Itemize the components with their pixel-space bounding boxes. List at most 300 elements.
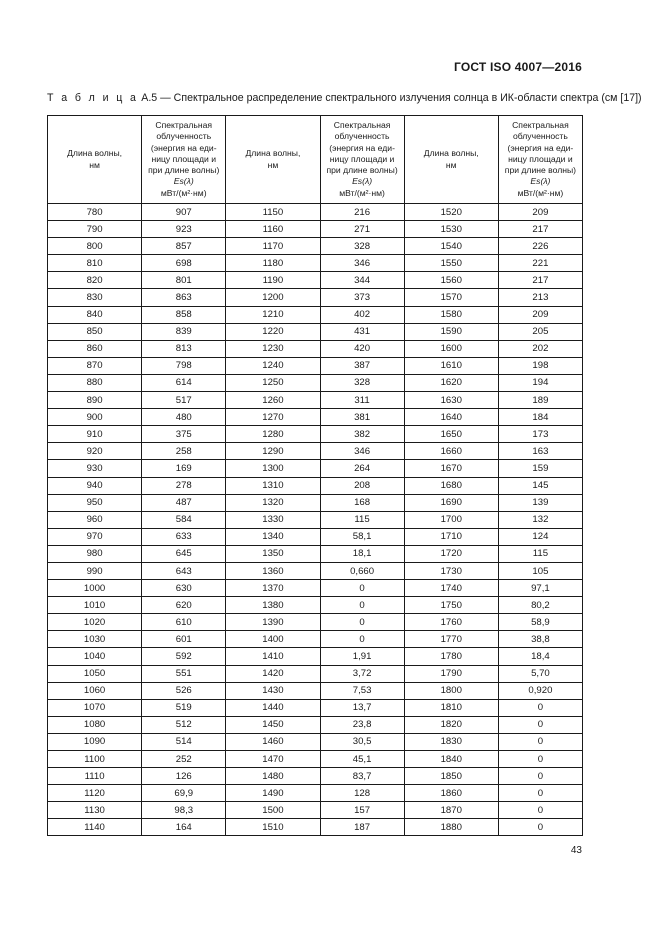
irradiance-cell: 643: [142, 562, 226, 579]
table-row: [48, 204, 583, 221]
irradiance-header-text: при длине волны): [148, 165, 220, 176]
irradiance-cell: 328: [320, 374, 404, 391]
wavelength-cell: 1370: [226, 580, 320, 597]
table-row: [48, 255, 583, 272]
wavelength-cell: 1790: [404, 665, 498, 682]
table-caption: [47, 92, 642, 104]
irradiance-header-text: облученность: [156, 131, 212, 142]
irradiance-cell: 194: [498, 374, 582, 391]
wavelength-cell: 1420: [226, 665, 320, 682]
irradiance-cell: 169: [142, 460, 226, 477]
wavelength-cell: 990: [48, 562, 142, 579]
wavelength-cell: 860: [48, 340, 142, 357]
wavelength-cell: 1630: [404, 392, 498, 409]
wavelength-cell: 1490: [226, 785, 320, 802]
table-row: [48, 545, 583, 562]
wavelength-cell: 1660: [404, 443, 498, 460]
irradiance-cell: 38,8: [498, 631, 582, 648]
wavelength-cell: 1180: [226, 255, 320, 272]
wavelength-cell: 850: [48, 323, 142, 340]
irradiance-cell: 346: [320, 255, 404, 272]
wavelength-cell: 1460: [226, 733, 320, 750]
wavelength-cell: 980: [48, 545, 142, 562]
irradiance-cell: 217: [498, 221, 582, 238]
wavelength-cell: 1160: [226, 221, 320, 238]
irradiance-cell: 512: [142, 716, 226, 733]
table-row: [48, 477, 583, 494]
irradiance-cell: 30,5: [320, 733, 404, 750]
irradiance-cell: 221: [498, 255, 582, 272]
irradiance-cell: 0,660: [320, 562, 404, 579]
irradiance-header-text: Спектральная: [333, 120, 391, 131]
irradiance-cell: 519: [142, 699, 226, 716]
wavelength-cell: 1510: [226, 819, 320, 836]
irradiance-cell: 80,2: [498, 597, 582, 614]
irradiance-unit: мВт/(м²·нм): [339, 187, 385, 198]
irradiance-cell: 13,7: [320, 699, 404, 716]
irradiance-cell: 1,91: [320, 648, 404, 665]
irradiance-header-text: Спектральная: [155, 120, 213, 131]
wavelength-cell: 1240: [226, 357, 320, 374]
irradiance-cell: 132: [498, 511, 582, 528]
wavelength-cell: 1110: [48, 768, 142, 785]
wavelength-cell: 1670: [404, 460, 498, 477]
wavelength-cell: 1650: [404, 426, 498, 443]
irradiance-cell: 328: [320, 238, 404, 255]
wavelength-cell: 1430: [226, 682, 320, 699]
wavelength-cell: 1520: [404, 204, 498, 221]
irradiance-cell: 189: [498, 392, 582, 409]
irradiance-cell: 271: [320, 221, 404, 238]
table-row: [48, 494, 583, 511]
irradiance-cell: 216: [320, 204, 404, 221]
wavelength-cell: 1850: [404, 768, 498, 785]
wavelength-cell: 1830: [404, 733, 498, 750]
column-header-irradiance: [142, 116, 226, 204]
table-body: [48, 204, 583, 836]
wavelength-cell: 1120: [48, 785, 142, 802]
wavelength-cell: 1280: [226, 426, 320, 443]
wavelength-cell: 1340: [226, 528, 320, 545]
wavelength-cell: 1640: [404, 409, 498, 426]
wavelength-cell: 1480: [226, 768, 320, 785]
wavelength-cell: 1050: [48, 665, 142, 682]
irradiance-cell: 258: [142, 443, 226, 460]
wavelength-cell: 1310: [226, 477, 320, 494]
wavelength-header-text: нм: [267, 159, 279, 170]
irradiance-header-text: ницу площади и: [151, 153, 217, 164]
wavelength-cell: 790: [48, 221, 142, 238]
irradiance-cell: 217: [498, 272, 582, 289]
wavelength-cell: 1600: [404, 340, 498, 357]
table-row: [48, 733, 583, 750]
irradiance-cell: 3,72: [320, 665, 404, 682]
irradiance-cell: 551: [142, 665, 226, 682]
wavelength-cell: 1450: [226, 716, 320, 733]
column-header-irradiance: [498, 116, 582, 204]
irradiance-cell: 145: [498, 477, 582, 494]
irradiance-header-text: Спектральная: [512, 120, 569, 131]
table-row: [48, 426, 583, 443]
wavelength-cell: 1810: [404, 699, 498, 716]
wavelength-cell: 1060: [48, 682, 142, 699]
wavelength-cell: 820: [48, 272, 142, 289]
table-row: [48, 238, 583, 255]
table-row: [48, 340, 583, 357]
irradiance-cell: 252: [142, 751, 226, 768]
wavelength-header-text: Длина волны,: [245, 148, 301, 159]
wavelength-cell: 970: [48, 528, 142, 545]
wavelength-cell: 1410: [226, 648, 320, 665]
irradiance-cell: 278: [142, 477, 226, 494]
wavelength-cell: 1230: [226, 340, 320, 357]
irradiance-cell: 208: [320, 477, 404, 494]
irradiance-cell: 517: [142, 392, 226, 409]
table-row: [48, 665, 583, 682]
irradiance-cell: 97,1: [498, 580, 582, 597]
wavelength-cell: 1210: [226, 306, 320, 323]
irradiance-cell: 387: [320, 357, 404, 374]
irradiance-cell: 839: [142, 323, 226, 340]
irradiance-unit: мВт/(м²·нм): [160, 187, 207, 198]
irradiance-cell: 0: [320, 614, 404, 631]
table-caption-text: А.5 — Спектральное распределение спектрального излучения солнца в ИК-области спектра (см [17]): [138, 92, 642, 104]
irradiance-cell: 5,70: [498, 665, 582, 682]
irradiance-cell: 7,53: [320, 682, 404, 699]
irradiance-header-text: при длине волны): [326, 165, 398, 176]
wavelength-cell: 870: [48, 357, 142, 374]
table-row: [48, 289, 583, 306]
wavelength-cell: 1840: [404, 751, 498, 768]
wavelength-cell: 1570: [404, 289, 498, 306]
wavelength-cell: 1260: [226, 392, 320, 409]
wavelength-cell: 1190: [226, 272, 320, 289]
table-row: [48, 716, 583, 733]
wavelength-cell: 1780: [404, 648, 498, 665]
wavelength-cell: 1030: [48, 631, 142, 648]
irradiance-cell: 382: [320, 426, 404, 443]
wavelength-cell: 940: [48, 477, 142, 494]
irradiance-cell: 209: [498, 306, 582, 323]
irradiance-header-text: ницу площади и: [329, 153, 395, 164]
wavelength-header-text: Длина волны,: [67, 148, 123, 159]
wavelength-cell: 800: [48, 238, 142, 255]
wavelength-cell: 840: [48, 306, 142, 323]
spectral-irradiance-table: [47, 115, 583, 836]
wavelength-cell: 1150: [226, 204, 320, 221]
table-row: [48, 597, 583, 614]
wavelength-cell: 1130: [48, 802, 142, 819]
irradiance-cell: 168: [320, 494, 404, 511]
irradiance-cell: 139: [498, 494, 582, 511]
wavelength-header-text: нм: [445, 159, 457, 170]
irradiance-cell: 198: [498, 357, 582, 374]
irradiance-cell: 187: [320, 819, 404, 836]
irradiance-cell: 0: [320, 597, 404, 614]
irradiance-header-text: ницу площади и: [508, 153, 573, 164]
irradiance-cell: 105: [498, 562, 582, 579]
wavelength-cell: 1200: [226, 289, 320, 306]
wavelength-cell: 1090: [48, 733, 142, 750]
wavelength-cell: 930: [48, 460, 142, 477]
irradiance-cell: 69,9: [142, 785, 226, 802]
irradiance-cell: 346: [320, 443, 404, 460]
wavelength-header-text: нм: [89, 159, 100, 170]
wavelength-cell: 1470: [226, 751, 320, 768]
table-row: [48, 392, 583, 409]
irradiance-cell: 0: [498, 699, 582, 716]
wavelength-header-text: Длина волны,: [423, 148, 479, 159]
irradiance-cell: 402: [320, 306, 404, 323]
wavelength-cell: 1870: [404, 802, 498, 819]
irradiance-header-text: (энергия на еди-: [329, 142, 395, 153]
wavelength-cell: 1710: [404, 528, 498, 545]
column-header-wavelength: [404, 116, 498, 204]
wavelength-cell: 1550: [404, 255, 498, 272]
irradiance-cell: 0: [320, 580, 404, 597]
wavelength-cell: 1820: [404, 716, 498, 733]
wavelength-cell: 1080: [48, 716, 142, 733]
wavelength-cell: 1300: [226, 460, 320, 477]
irradiance-symbol: Es(λ): [530, 176, 551, 187]
wavelength-cell: 950: [48, 494, 142, 511]
irradiance-cell: 164: [142, 819, 226, 836]
table-row: [48, 699, 583, 716]
table-row: [48, 528, 583, 545]
wavelength-cell: 1220: [226, 323, 320, 340]
irradiance-cell: 58,9: [498, 614, 582, 631]
wavelength-cell: 1320: [226, 494, 320, 511]
irradiance-cell: 514: [142, 733, 226, 750]
irradiance-cell: 592: [142, 648, 226, 665]
irradiance-header-text: при длине волны): [504, 165, 577, 176]
column-header-irradiance: [320, 116, 404, 204]
wavelength-cell: 1390: [226, 614, 320, 631]
irradiance-cell: 0,920: [498, 682, 582, 699]
irradiance-cell: 801: [142, 272, 226, 289]
irradiance-cell: 907: [142, 204, 226, 221]
irradiance-cell: 0: [498, 733, 582, 750]
wavelength-cell: 1270: [226, 409, 320, 426]
irradiance-cell: 18,1: [320, 545, 404, 562]
column-header-wavelength: [226, 116, 320, 204]
wavelength-cell: 1580: [404, 306, 498, 323]
irradiance-cell: 264: [320, 460, 404, 477]
irradiance-cell: 98,3: [142, 802, 226, 819]
wavelength-cell: 810: [48, 255, 142, 272]
wavelength-cell: 1330: [226, 511, 320, 528]
table-row: [48, 614, 583, 631]
table-row: [48, 357, 583, 374]
irradiance-cell: 0: [498, 802, 582, 819]
irradiance-cell: 601: [142, 631, 226, 648]
irradiance-header-text: облученность: [512, 131, 568, 142]
irradiance-cell: 115: [498, 545, 582, 562]
irradiance-cell: 124: [498, 528, 582, 545]
wavelength-cell: 1100: [48, 751, 142, 768]
irradiance-cell: 373: [320, 289, 404, 306]
table-row: [48, 631, 583, 648]
irradiance-header-text: (энергия на еди-: [507, 142, 574, 153]
irradiance-cell: 311: [320, 392, 404, 409]
wavelength-cell: 1070: [48, 699, 142, 716]
wavelength-cell: 1010: [48, 597, 142, 614]
wavelength-cell: 1800: [404, 682, 498, 699]
table-row: [48, 374, 583, 391]
wavelength-cell: 1020: [48, 614, 142, 631]
wavelength-cell: 960: [48, 511, 142, 528]
table-row: [48, 272, 583, 289]
irradiance-cell: 344: [320, 272, 404, 289]
wavelength-cell: 1770: [404, 631, 498, 648]
irradiance-cell: 698: [142, 255, 226, 272]
irradiance-cell: 375: [142, 426, 226, 443]
irradiance-cell: 584: [142, 511, 226, 528]
table-row: [48, 306, 583, 323]
irradiance-cell: 526: [142, 682, 226, 699]
wavelength-cell: 890: [48, 392, 142, 409]
wavelength-cell: 1290: [226, 443, 320, 460]
table-row: [48, 221, 583, 238]
irradiance-cell: 858: [142, 306, 226, 323]
wavelength-cell: 1720: [404, 545, 498, 562]
irradiance-cell: 184: [498, 409, 582, 426]
irradiance-cell: 157: [320, 802, 404, 819]
irradiance-cell: 115: [320, 511, 404, 528]
column-header-wavelength: [48, 116, 142, 204]
irradiance-cell: 863: [142, 289, 226, 306]
irradiance-cell: 213: [498, 289, 582, 306]
wavelength-cell: 1170: [226, 238, 320, 255]
irradiance-cell: 420: [320, 340, 404, 357]
table-row: [48, 580, 583, 597]
wavelength-cell: 1000: [48, 580, 142, 597]
wavelength-cell: 1360: [226, 562, 320, 579]
irradiance-cell: 202: [498, 340, 582, 357]
irradiance-cell: 83,7: [320, 768, 404, 785]
irradiance-cell: 23,8: [320, 716, 404, 733]
irradiance-cell: 163: [498, 443, 582, 460]
irradiance-cell: 923: [142, 221, 226, 238]
irradiance-cell: 857: [142, 238, 226, 255]
irradiance-cell: 173: [498, 426, 582, 443]
wavelength-cell: 1610: [404, 357, 498, 374]
wavelength-cell: 1730: [404, 562, 498, 579]
irradiance-cell: 620: [142, 597, 226, 614]
table-row: [48, 409, 583, 426]
wavelength-cell: 920: [48, 443, 142, 460]
irradiance-cell: 128: [320, 785, 404, 802]
wavelength-cell: 1690: [404, 494, 498, 511]
table-row: [48, 802, 583, 819]
irradiance-cell: 18,4: [498, 648, 582, 665]
irradiance-cell: 610: [142, 614, 226, 631]
irradiance-cell: 126: [142, 768, 226, 785]
irradiance-cell: 0: [320, 631, 404, 648]
wavelength-cell: 1880: [404, 819, 498, 836]
table-row: [48, 648, 583, 665]
irradiance-cell: 0: [498, 716, 582, 733]
irradiance-header-text: облученность: [334, 131, 390, 142]
wavelength-cell: 1530: [404, 221, 498, 238]
irradiance-symbol: Es(λ): [173, 176, 194, 187]
irradiance-cell: 205: [498, 323, 582, 340]
irradiance-cell: 0: [498, 819, 582, 836]
wavelength-cell: 1140: [48, 819, 142, 836]
table-header-row: [48, 116, 583, 204]
wavelength-cell: 1760: [404, 614, 498, 631]
wavelength-cell: 1500: [226, 802, 320, 819]
wavelength-cell: 830: [48, 289, 142, 306]
wavelength-cell: 1740: [404, 580, 498, 597]
wavelength-cell: 1620: [404, 374, 498, 391]
irradiance-unit: мВт/(м²·нм): [517, 187, 564, 198]
irradiance-cell: 0: [498, 751, 582, 768]
irradiance-cell: 159: [498, 460, 582, 477]
table-row: [48, 682, 583, 699]
irradiance-cell: 645: [142, 545, 226, 562]
table-row: [48, 443, 583, 460]
irradiance-cell: 0: [498, 768, 582, 785]
table-row: [48, 819, 583, 836]
wavelength-cell: 780: [48, 204, 142, 221]
irradiance-cell: 381: [320, 409, 404, 426]
table-row: [48, 751, 583, 768]
irradiance-cell: 813: [142, 340, 226, 357]
document-standard-header: ГОСТ ISO 4007—2016: [453, 60, 582, 74]
wavelength-cell: 900: [48, 409, 142, 426]
irradiance-cell: 209: [498, 204, 582, 221]
wavelength-cell: 1750: [404, 597, 498, 614]
wavelength-cell: 1700: [404, 511, 498, 528]
irradiance-cell: 226: [498, 238, 582, 255]
wavelength-cell: 1350: [226, 545, 320, 562]
table-row: [48, 323, 583, 340]
irradiance-cell: 480: [142, 409, 226, 426]
wavelength-cell: 1680: [404, 477, 498, 494]
wavelength-cell: 880: [48, 374, 142, 391]
irradiance-cell: 431: [320, 323, 404, 340]
table-row: [48, 768, 583, 785]
wavelength-cell: 1040: [48, 648, 142, 665]
irradiance-cell: 58,1: [320, 528, 404, 545]
irradiance-cell: 614: [142, 374, 226, 391]
irradiance-cell: 630: [142, 580, 226, 597]
irradiance-cell: 0: [498, 785, 582, 802]
irradiance-header-text: (энергия на еди-: [150, 142, 217, 153]
wavelength-cell: 1560: [404, 272, 498, 289]
wavelength-cell: 1590: [404, 323, 498, 340]
wavelength-cell: 1860: [404, 785, 498, 802]
wavelength-cell: 1250: [226, 374, 320, 391]
irradiance-cell: 487: [142, 494, 226, 511]
irradiance-symbol: Es(λ): [352, 176, 373, 187]
wavelength-cell: 1440: [226, 699, 320, 716]
table-row: [48, 562, 583, 579]
irradiance-cell: 45,1: [320, 751, 404, 768]
wavelength-cell: 1540: [404, 238, 498, 255]
wavelength-cell: 1400: [226, 631, 320, 648]
table-row: [48, 460, 583, 477]
table-row: [48, 785, 583, 802]
table-caption-label: Т а б л и ц а: [47, 92, 139, 104]
page-number: 43: [570, 845, 582, 856]
irradiance-cell: 633: [142, 528, 226, 545]
wavelength-cell: 910: [48, 426, 142, 443]
irradiance-cell: 798: [142, 357, 226, 374]
wavelength-cell: 1380: [226, 597, 320, 614]
table-row: [48, 511, 583, 528]
